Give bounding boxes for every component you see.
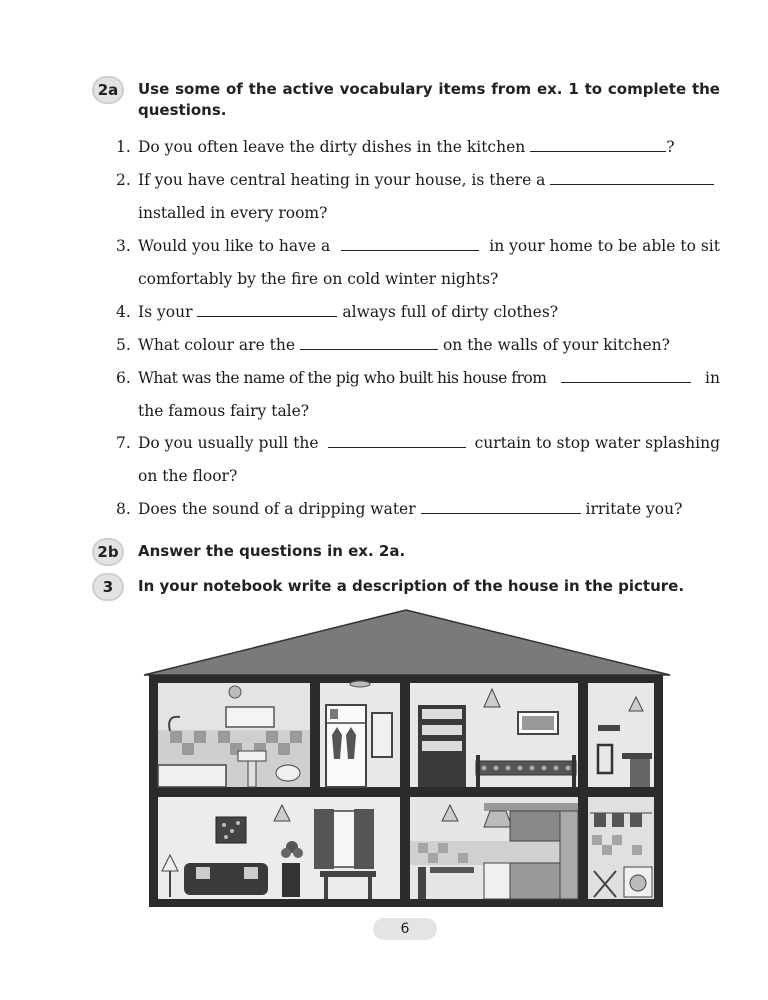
roof bbox=[144, 610, 670, 675]
question-4-text: Is your bbox=[138, 303, 193, 321]
question-7-text: Do you usually pull the bbox=[138, 434, 319, 452]
question-8-text: Does the sound of a dripping water bbox=[138, 500, 416, 518]
question-5-text: What colour are the bbox=[138, 336, 296, 354]
exercise-3-badge: 3 bbox=[92, 573, 124, 601]
exercise-2a-instruction-line1: Use some of the active vocabulary items from ex. 1 to complete the bbox=[138, 80, 720, 98]
question-3-continuation: comfortably by the fire on cold winter nights? bbox=[138, 270, 499, 288]
exercise-2b-badge: 2b bbox=[92, 538, 124, 566]
question-7-number: 7. bbox=[116, 434, 131, 452]
question-3-line bbox=[138, 236, 720, 256]
question-8-line bbox=[138, 499, 720, 519]
question-1-end: ? bbox=[666, 138, 675, 156]
exercise-3-instruction: In your notebook write a description of the house in the picture. bbox=[138, 577, 685, 595]
question-2-line bbox=[138, 170, 720, 190]
question-6-text: What was the name of the pig who built his house from bbox=[138, 369, 547, 387]
dressing-room bbox=[320, 681, 400, 787]
living-room bbox=[158, 797, 400, 899]
question-6-number: 6. bbox=[116, 369, 131, 387]
question-4-blank[interactable] bbox=[197, 302, 337, 317]
question-8-number: 8. bbox=[116, 500, 131, 518]
question-1-blank[interactable] bbox=[530, 137, 666, 152]
question-5-blank[interactable] bbox=[300, 335, 438, 350]
question-4-number: 4. bbox=[116, 303, 131, 321]
question-8-blank[interactable] bbox=[421, 499, 581, 514]
exercise-2b-instruction: Answer the questions in ex. 2a. bbox=[138, 542, 406, 560]
question-3-blank[interactable] bbox=[341, 236, 479, 251]
exercise-2a-instruction-line2: questions. bbox=[138, 101, 227, 119]
question-1-number: 1. bbox=[116, 138, 131, 156]
bathroom bbox=[158, 683, 310, 787]
question-3-number: 3. bbox=[116, 237, 131, 255]
question-3-text-after: in your home to be able to sit bbox=[489, 237, 720, 255]
bedroom bbox=[410, 683, 578, 787]
exercise-2a-badge: 2a bbox=[92, 76, 124, 104]
question-2-text: If you have central heating in your house, is there a bbox=[138, 171, 546, 189]
question-4-text-after: always full of dirty clothes? bbox=[342, 303, 559, 321]
question-2-continuation: installed in every room? bbox=[138, 204, 328, 222]
question-6-continuation: the famous fairy tale? bbox=[138, 402, 310, 420]
question-2-blank[interactable] bbox=[550, 170, 714, 185]
study-room bbox=[588, 683, 654, 787]
question-1-line bbox=[138, 137, 720, 157]
question-7-text-after: curtain to stop water splashing bbox=[474, 434, 720, 452]
question-5-number: 5. bbox=[116, 336, 131, 354]
question-6-line bbox=[138, 368, 720, 388]
question-2-number: 2. bbox=[116, 171, 131, 189]
question-3-text: Would you like to have a bbox=[138, 237, 331, 255]
kitchen bbox=[410, 797, 578, 899]
question-5-text-after: on the walls of your kitchen? bbox=[442, 336, 670, 354]
question-1-text: Do you often leave the dirty dishes in the kitchen bbox=[138, 138, 526, 156]
house-illustration bbox=[140, 605, 672, 910]
question-4-line bbox=[138, 302, 720, 322]
laundry-room bbox=[588, 797, 654, 899]
question-6-text-after: in bbox=[705, 369, 720, 387]
question-8-text-after: irritate you? bbox=[585, 500, 683, 518]
question-7-continuation: on the floor? bbox=[138, 467, 238, 485]
question-7-line bbox=[138, 433, 720, 453]
page-number: 6 bbox=[373, 918, 437, 940]
question-7-blank[interactable] bbox=[328, 433, 466, 448]
question-5-line bbox=[138, 335, 720, 355]
question-6-blank[interactable] bbox=[561, 368, 691, 383]
